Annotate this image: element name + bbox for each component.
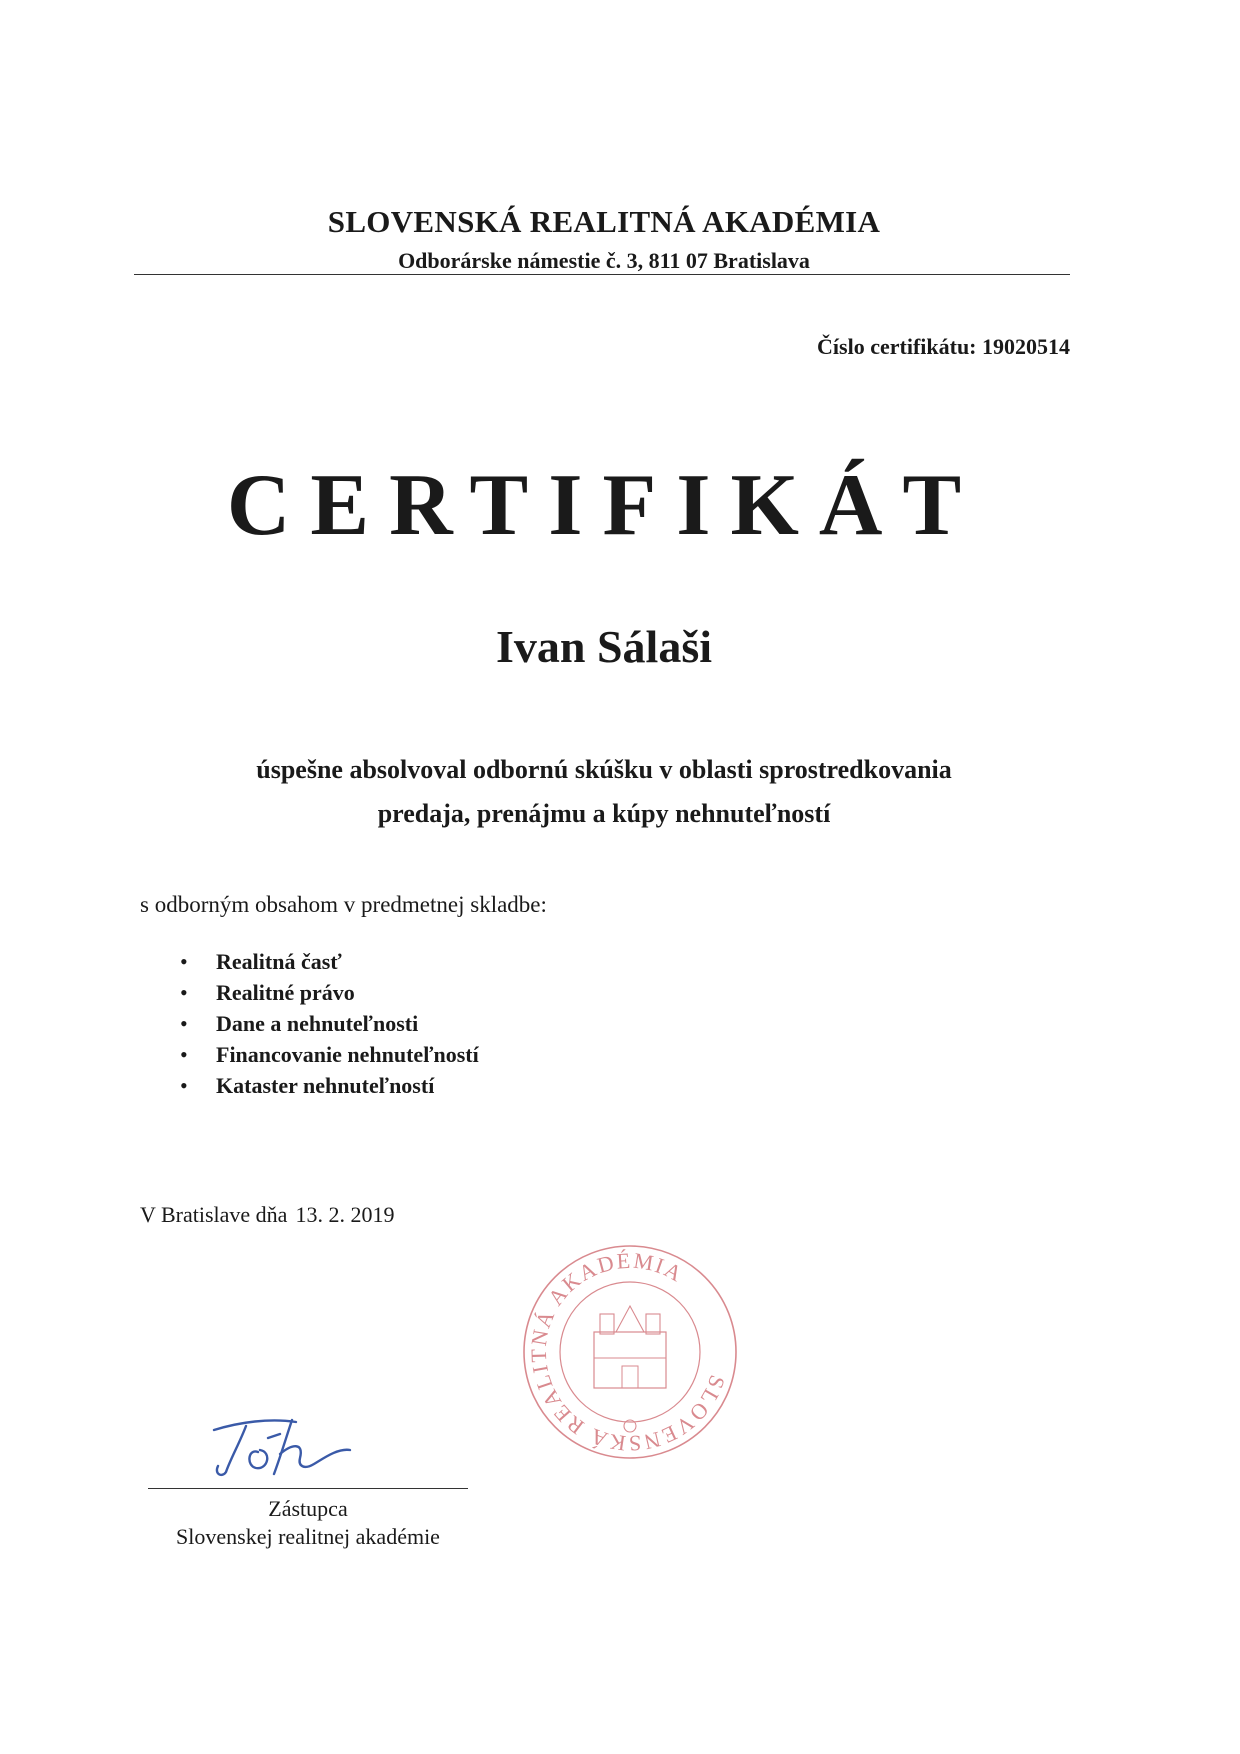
achievement-statement [0, 748, 1208, 836]
statement-line-2: predaja, prenájmu a kúpy nehnuteľností [377, 799, 831, 828]
subject-item [180, 1070, 479, 1101]
subject-label: Financovanie nehnuteľností [216, 1042, 479, 1067]
signer-title: Zástupca [268, 1496, 348, 1521]
certificate-number: Číslo certifikátu: 19020514 [817, 334, 1070, 359]
content-intro: s odborným obsahom v predmetnej skladbe: [140, 892, 547, 917]
subject-label: Realitná časť [216, 949, 342, 974]
bullet-icon: • [180, 1073, 188, 1098]
bullet-icon: • [180, 1042, 188, 1067]
bullet-icon: • [180, 1011, 188, 1036]
place-and-date [140, 1202, 394, 1228]
subject-label: Kataster nehnuteľností [216, 1073, 435, 1098]
subject-item [180, 1039, 479, 1070]
header-divider [134, 274, 1070, 275]
bullet-icon: • [180, 980, 188, 1005]
subject-list [180, 946, 479, 1101]
place-label: V Bratislave dňa [140, 1202, 288, 1227]
subject-label: Realitné právo [216, 980, 355, 1005]
svg-text:SLOVENSKÁ REALITNÁ AKADÉMIA [518, 1240, 742, 1464]
handwritten-signature-icon [200, 1408, 370, 1484]
organization-name: SLOVENSKÁ REALITNÁ AKADÉMIA [327, 204, 881, 239]
subject-item [180, 946, 479, 977]
subject-item [180, 1008, 479, 1039]
statement-line-1: úspešne absolvoval odbornú skúšku v oblasti sprostredkovania [256, 755, 952, 784]
stamp-text: SLOVENSKÁ REALITNÁ AKADÉMIA [525, 1247, 731, 1457]
certificate-title: CERTIFIKÁT [226, 457, 982, 554]
bullet-icon: • [180, 949, 188, 974]
organization-address: Odborárske námestie č. 3, 811 07 Bratislava [398, 248, 810, 273]
holder-name: Ivan Sálaši [495, 621, 713, 672]
subject-item [180, 977, 479, 1008]
academy-stamp-icon [518, 1240, 742, 1464]
subject-label: Dane a nehnuteľnosti [216, 1011, 419, 1036]
issue-date: 13. 2. 2019 [295, 1202, 395, 1227]
signature-line [148, 1488, 468, 1489]
signer-organization: Slovenskej realitnej akadémie [176, 1524, 440, 1549]
